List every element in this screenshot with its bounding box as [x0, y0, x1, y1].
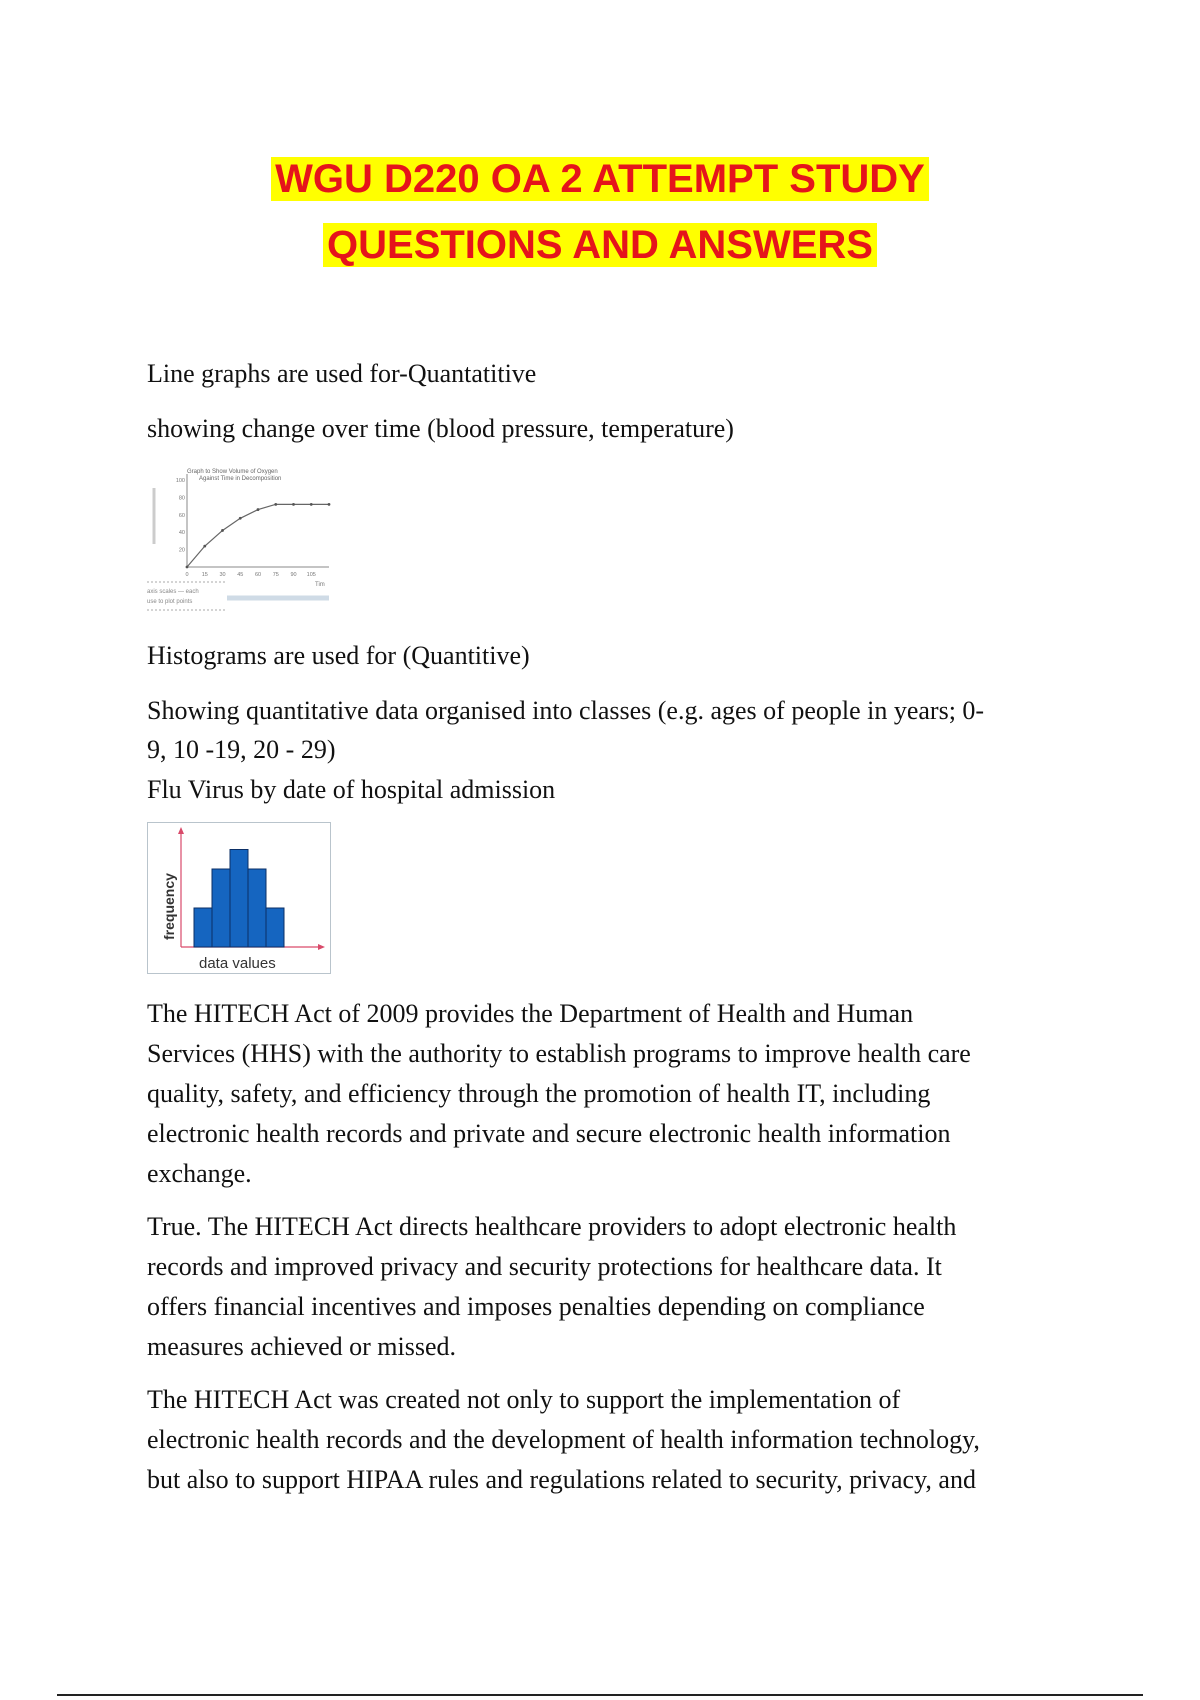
line-graph-x-tick: 75: [272, 572, 279, 578]
line-graph-point: [203, 545, 206, 548]
line-graph-x-tick: 105: [306, 572, 316, 578]
line-graph-x-tick: 90: [290, 572, 297, 578]
hitech-line-3: quality, safety, and efficiency through the promotion of health IT, including: [147, 1079, 931, 1108]
paragraph-histograms-use-2: 9, 10 -19, 20 - 29): [147, 735, 336, 764]
paragraph-hitech-statement: [147, 994, 1067, 1194]
hitech-line-2: Services (HHS) with the authority to establish programs to improve health care: [147, 1039, 971, 1068]
line-graph-note-1: axis scales — each: [147, 589, 199, 595]
true-line-4: measures achieved or missed.: [147, 1332, 457, 1361]
hitech-line-4: electronic health records and private and secure electronic health information: [147, 1119, 951, 1148]
line-graph-y-tick: 80: [178, 495, 185, 502]
histogram-bar: [248, 869, 266, 947]
paragraph-line-graphs-use: showing change over time (blood pressure, temperature): [147, 414, 734, 443]
line-graph-point: [292, 503, 295, 506]
paragraph-histograms: Histograms are used for (Quantitive): [147, 641, 530, 670]
line-graph-point: [328, 503, 331, 506]
line-graph-y-tick: 60: [178, 512, 185, 519]
title-line-1: WGU D220 OA 2 ATTEMPT STUDY: [271, 157, 929, 201]
line-graph-x-tick: 60: [254, 572, 262, 578]
line-graph-point: [257, 508, 260, 511]
line-graph-series-line: [187, 504, 329, 567]
purpose-line-1: The HITECH Act was created not only to support the implementation of: [147, 1385, 901, 1414]
line-graph-x-tick: 45: [237, 572, 244, 578]
line-graph-x-tick: 0: [185, 572, 189, 578]
line-graph-point: [239, 517, 242, 520]
paragraph-flu-virus: Flu Virus by date of hospital admission: [147, 775, 556, 804]
title-line-2: QUESTIONS AND ANSWERS: [323, 223, 877, 267]
histogram-bar: [212, 869, 230, 947]
hitech-line-5: exchange.: [147, 1159, 252, 1188]
histogram-bar: [194, 908, 212, 947]
true-line-2: records and improved privacy and security protections for healthcare data. It: [147, 1252, 942, 1281]
line-graph-x-label: Tim: [315, 582, 325, 588]
histogram-y-label: frequency: [161, 873, 177, 940]
line-graph-title-1: Graph to Show Volume of Oxygen: [187, 469, 278, 475]
paragraph-line-graphs: Line graphs are used for-Quantatitive: [147, 359, 537, 388]
line-graph-figure: [147, 464, 331, 616]
line-graph-y-tick: 20: [178, 547, 185, 554]
paragraph-histograms-use-1: Showing quantitative data organised into classes (e.g. ages of people in years; 0-: [147, 696, 985, 725]
paragraph-hitech-purpose: [147, 1380, 1067, 1500]
line-graph-note-2: use to plot points: [147, 599, 193, 605]
line-graph-point: [310, 503, 313, 506]
true-line-3: offers financial incentives and imposes penalties depending on compliance: [147, 1292, 925, 1321]
histogram-figure: [147, 822, 331, 974]
line-graph-point: [221, 529, 224, 532]
line-graph-point: [186, 566, 189, 569]
line-graph-title-2: Against Time in Decomposition: [199, 476, 282, 482]
paragraph-hitech-true: [147, 1207, 1067, 1367]
histogram-bar: [230, 850, 248, 948]
purpose-line-3: but also to support HIPAA rules and regulations related to security, privacy, and: [147, 1465, 976, 1494]
line-graph-point: [274, 503, 277, 506]
true-line-1: True. The HITECH Act directs healthcare providers to adopt electronic health: [147, 1212, 957, 1241]
line-graph-y-tick: 100: [175, 478, 185, 484]
histogram-bar: [266, 908, 284, 947]
line-graph-x-tick: 30: [219, 572, 226, 578]
document-title: [0, 146, 1200, 278]
histogram-x-label: data values: [199, 955, 276, 972]
purpose-line-2: electronic health records and the development of health information technology,: [147, 1425, 980, 1454]
line-graph-x-tick: 15: [201, 572, 208, 578]
hitech-line-1: The HITECH Act of 2009 provides the Department of Health and Human: [147, 999, 914, 1028]
line-graph-y-tick: 40: [178, 530, 185, 537]
bottom-rule: [57, 1694, 1143, 1696]
